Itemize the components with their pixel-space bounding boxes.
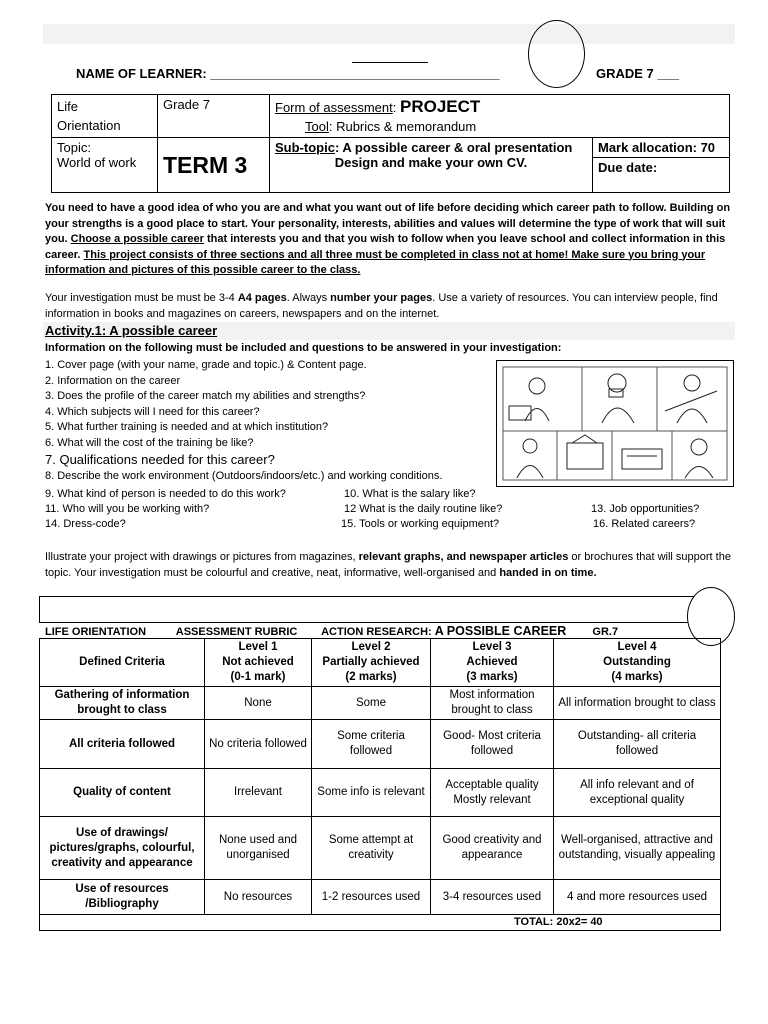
mark-circle-top [528, 20, 585, 88]
rubric-table [39, 638, 721, 931]
tool-label: Tool [305, 119, 329, 134]
mark-allocation: Mark allocation: 70 [593, 138, 730, 158]
rubric-head-grade: GR.7 [592, 626, 619, 638]
list-item-12: 12 What is the daily routine like? [344, 503, 503, 515]
criterion-cell: Use of drawings/ pictures/graphs, colourful, creativity and appearance [40, 817, 205, 880]
illustrate-d: handed in on time. [499, 566, 597, 579]
rubric-cell: Good creativity and appearance [431, 817, 554, 880]
rubric-cell: Some info is relevant [312, 769, 431, 817]
activity-list [45, 358, 442, 485]
intro-paragraph [45, 201, 735, 279]
level-3-header [431, 639, 554, 687]
level-4-marks: (4 marks) [611, 671, 663, 683]
rubric-cell: Good- Most criteria followed [431, 720, 554, 769]
subtopic-label: Sub-topic [275, 140, 335, 155]
list-item: 7. Qualifications needed for this career? [45, 452, 275, 467]
level-1-title: Level 1 [238, 641, 278, 653]
rubric-total: TOTAL: 20x2= 40 [514, 916, 603, 928]
list-item-9: 9. What kind of person is needed to do this work? [45, 488, 286, 500]
subtopic-value: : A possible career & oral presentation [334, 140, 573, 155]
rubric-cell: Most information brought to class [431, 687, 554, 720]
list-item: 3. Does the profile of the career match my abilities and strengths? [45, 390, 366, 402]
table-row [40, 880, 721, 915]
rubric-cell: No criteria followed [205, 720, 312, 769]
level-2-header [312, 639, 431, 687]
form-label: Form of assessment [275, 100, 393, 115]
rubric-cell: 1-2 resources used [312, 880, 431, 915]
level-4-desc: Outstanding [603, 656, 671, 668]
rubric-cell: Some criteria followed [312, 720, 431, 769]
list-item: 2. Information on the career [45, 374, 181, 387]
level-2-marks: (2 marks) [345, 671, 397, 683]
level-1-marks: (0-1 mark) [230, 671, 286, 683]
intro-p2a: Your investigation must be must be 3-4 [45, 292, 238, 304]
rubric-head-lo: LIFE ORIENTATION [45, 626, 147, 638]
list-item: 6. What will the cost of the training be like? [45, 436, 254, 449]
level-3-title: Level 3 [472, 641, 512, 653]
rubric-cell: Acceptable quality Mostly relevant [431, 769, 554, 817]
subtopic-value-2: Design and make your own CV. [334, 155, 528, 170]
rubric-cell: 3-4 resources used [431, 880, 554, 915]
form-value: PROJECT [400, 97, 481, 116]
intro-p1a: You need to have a good idea of who you are and what you want out of life before deciding which career path to follow. Building on your strengths is a good place to start. Your personality, interests, abilities and values will determine the type of work that will suit you. [45, 202, 731, 245]
list-item-15: 15. Tools or working equipment? [341, 518, 500, 530]
topic-label: Topic: [57, 140, 91, 155]
header-line [352, 62, 428, 63]
illustrate-paragraph [45, 550, 735, 581]
learner-name-label: NAME OF LEARNER: ________________________________________ [76, 66, 500, 81]
intro-p2c: . Always [286, 292, 331, 304]
rubric-cell: No resources [205, 880, 312, 915]
rubric-cell: All information brought to class [554, 687, 721, 720]
rubric-cell: Some [312, 687, 431, 720]
list-item: 8. Describe the work environment (Outdoors/indoors/etc.) and working conditions. [45, 470, 443, 482]
illustrate-b: relevant graphs, and newspaper articles [358, 551, 569, 563]
intro-p2b: A4 pages [237, 292, 287, 304]
rubric-head-action: ACTION RESEARCH: [321, 626, 435, 638]
list-item: 5. What further training is needed and at which institution? [45, 421, 329, 433]
criterion-cell: Gathering of information brought to class [40, 687, 205, 720]
list-item: 1. Cover page (with your name, grade and topic.) & Content page. [45, 359, 367, 371]
intro-p2e: . Use a variety of resources. You can interview people, find information in books and magazines on careers, newspapers and on the internet. [45, 292, 718, 320]
term: TERM 3 [163, 151, 248, 178]
level-2-title: Level 2 [351, 641, 391, 653]
rubric-cell: All info relevant and of exceptional quality [554, 769, 721, 817]
rubric-cell: None used and unorganised [205, 817, 312, 880]
rubric-cell: Well-organised, attractive and outstanding, visually appealing [554, 817, 721, 880]
rubric-cell: Outstanding- all criteria followed [554, 720, 721, 769]
rubric-top-box [39, 596, 723, 623]
grade-cell [158, 95, 270, 138]
form-cell: Form of assessment: PROJECT Tool: Rubrics & memorandum [270, 95, 730, 138]
tool-value: : Rubrics & memorandum [328, 119, 477, 134]
intro-p2d: number your pages [330, 292, 433, 304]
activity-subtitle: Information on the following must be included and questions to be answered in your investigation: [45, 342, 562, 354]
rubric-cell: None [205, 687, 312, 720]
table-row [40, 720, 721, 769]
level-1-desc: Not achieved [222, 656, 294, 668]
rubric-total-cell [40, 915, 721, 931]
table-row [40, 769, 721, 817]
criterion-cell: Use of resources /Bibliography [40, 880, 205, 915]
topic-value: World of work [57, 155, 137, 170]
level-2-desc: Partially achieved [322, 656, 420, 668]
header-band [43, 24, 735, 44]
list-item-11: 11. Who will you be working with? [45, 503, 210, 515]
list-item-13: 13. Job opportunities? [591, 503, 700, 515]
criterion-cell: All criteria followed [40, 720, 205, 769]
criteria-header: Defined Criteria [40, 639, 205, 687]
level-3-desc: Achieved [466, 656, 518, 668]
due-date: Due date: [593, 158, 730, 193]
level-1-header [205, 639, 312, 687]
list-item: 4. Which subjects will I need for this career? [45, 405, 260, 418]
career-illustration [496, 360, 734, 487]
table-row [40, 687, 721, 720]
info-table [51, 94, 730, 193]
list-item-14: 14. Dress-code? [45, 518, 126, 530]
rubric-header [45, 624, 618, 638]
criterion-cell: Quality of content [40, 769, 205, 817]
investigation-paragraph [45, 291, 735, 322]
list-item-16: 16. Related careers? [593, 518, 696, 530]
subject: Life Orientation [57, 99, 121, 133]
table-row [40, 817, 721, 880]
rubric-head-ar: ASSESSMENT RUBRIC [175, 626, 298, 638]
rubric-cell: 4 and more resources used [554, 880, 721, 915]
illustrate-a: Illustrate your project with drawings or pictures from magazines, [45, 551, 359, 563]
term-cell [158, 138, 270, 193]
intro-p1c: that interests you and that you wish to follow when you leave school and collect information in this career. [45, 233, 726, 261]
intro-p1d: This project consists of three sections and all three must be completed in class not at home! Make sure you bring your information and pictures of this possible career to the class. [45, 248, 706, 276]
intro-p1b: Choose a possible career [70, 233, 204, 245]
topic-cell [52, 138, 158, 193]
grade-label: GRADE 7 ___ [596, 66, 680, 81]
level-4-header [554, 639, 721, 687]
rubric-cell: Irrelevant [205, 769, 312, 817]
rubric-head-career: A POSSIBLE CAREER [434, 624, 567, 638]
illustrate-c: or brochures that will support the topic. Your investigation must be colourful and creative, neat, informative, well-organised and [45, 551, 731, 579]
subject-cell [52, 95, 158, 138]
level-4-title: Level 4 [617, 641, 657, 653]
activity-title: Activity.1: A possible career [45, 323, 218, 338]
subtopic-cell [270, 138, 593, 193]
rubric-cell: Some attempt at creativity [312, 817, 431, 880]
level-3-marks: (3 marks) [466, 671, 518, 683]
list-item-10: 10. What is the salary like? [344, 488, 476, 500]
career-sketch-image [497, 361, 733, 486]
grade: Grade 7 [163, 97, 210, 112]
